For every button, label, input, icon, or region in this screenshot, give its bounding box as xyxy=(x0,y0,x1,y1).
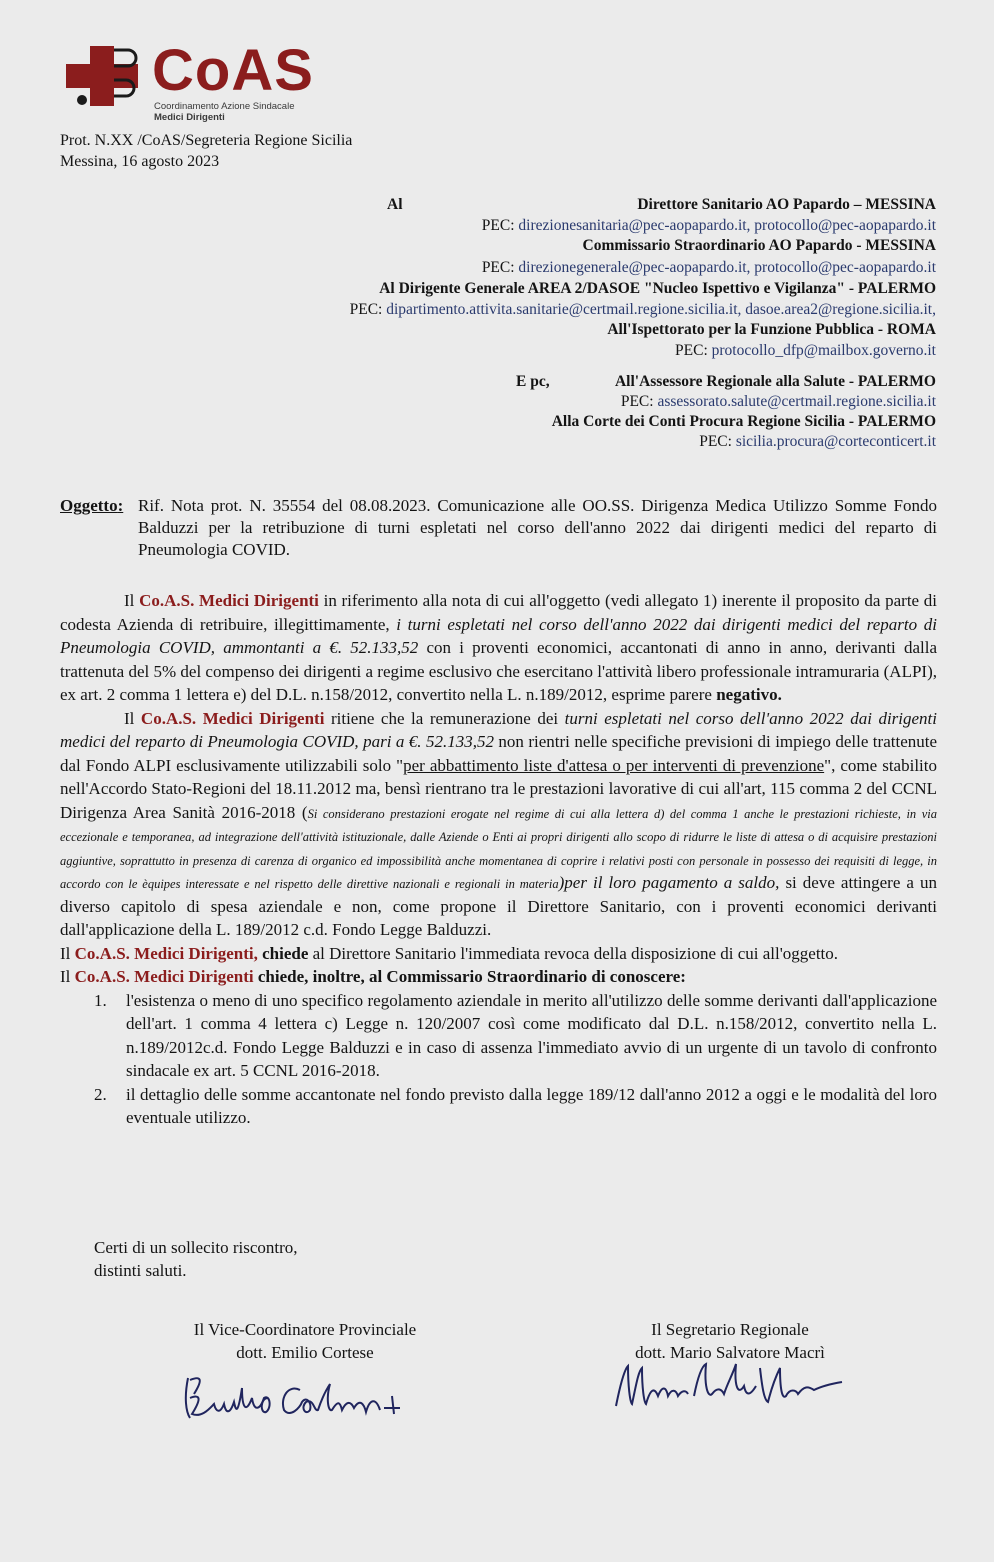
recipient-3: Al Dirigente Generale AREA 2/DASOE "Nucleo Ispettivo e Vigilanza" - PALERMO xyxy=(379,280,936,297)
pec-address[interactable]: assessorato.salute@certmail.regione.sicilia.it xyxy=(657,393,936,410)
recipient-6: Alla Corte dei Conti Procura Regione Sicilia - PALERMO xyxy=(551,413,936,430)
pec-address[interactable]: direzionegenerale@pec-aopapardo.it, protocollo@pec-aopapardo.it xyxy=(518,259,936,276)
recipient-1-pec: PEC: direzionesanitaria@pec-aopapardo.it, protocollo@pec-aopapardo.it xyxy=(481,217,936,234)
recipient-2: Commissario Straordinario AO Papardo - MESSINA xyxy=(582,237,936,254)
signature-block-left xyxy=(140,1318,470,1364)
org-name: Co.A.S. Medici Dirigenti, xyxy=(74,943,258,963)
recipient-4-pec: PEC: protocollo_dfp@mailbox.governo.it xyxy=(675,342,936,359)
coas-logo xyxy=(60,40,360,126)
org-name: Co.A.S. Medici Dirigenti xyxy=(139,591,319,610)
signer-name: dott. Emilio Cortese xyxy=(236,1343,374,1362)
logo-title: CoAS xyxy=(152,38,314,103)
handwritten-signature-right xyxy=(610,1356,860,1416)
letter-body xyxy=(60,589,937,1130)
ccnl-quote: Si considerano prestazioni erogate nel regime di cui alla lettera d) del comma 1 anche le prestazioni richieste, in via eccezionale e temporanea, ad integrazione dell'attività istituzionale, dalle Aziende o Enti ai propri dirigenti allo scopo di ridurre le liste di attesa o di acquisire prestazioni aggiuntive, soprattutto in presenza di carenza di organico ed impossibilità anche momentanea di coprire i relativi posti con personale in possesso dei requisiti di legge, in accordo con le èquipes interessate e nel rispetto delle direttive nazionali e regionali in materia xyxy=(60,806,937,891)
subject-block xyxy=(60,495,937,561)
protocol-number: Prot. N.XX /CoAS/Segreteria Regione Sicilia xyxy=(60,132,353,149)
al-label: Al xyxy=(387,196,403,213)
org-name: Co.A.S. Medici Dirigenti xyxy=(140,708,325,728)
paragraph-2: Il Co.A.S. Medici Dirigenti ritiene che la remunerazione dei turni espletati nel corso dell'anno 2022 dai dirigenti medici del reparto di Pneumologia COVID, pari a €. 52.133,52 non rientri nelle specifiche previsioni di impiego delle trattenute dal Fondo ALPI esclusivamente utilizzabili solo "per abbattimento liste d'attesa o per interventi di prevenzione", come stabilito nell'Accordo Stato-Regioni del 18.11.2012 ma, bensì rientrano tra le prestazioni lavorative di cui all'art, 115 comma 2 del CCNL Dirigenza Area Sanità 2016-2018 (Si considerano prestazioni erogate nel regime di cui alla lettera d) del comma 1 anche le prestazioni richieste, in via eccezionale e temporanea, ad integrazione dell'attività istituzionale, dalle Aziende o Enti ai propri dirigenti allo scopo di ridurre le liste di attesa o di acquisire prestazioni aggiuntive, soprattutto in presenza di carenza di organico ed impossibilità anche momentanea di coprire i relativi posti con personale in possesso dei requisiti di legge, in accordo con le èquipes interessate e nel rispetto delle direttive nazionali e regionali in materia)per il loro pagamento a saldo, si deve attingere a un diverso capitolo di spesa aziendale e non, come propone il Direttore Sanitario, con i proventi economici derivanti dall'applicazione della L. 189/2012 c.d. Fondo Legge Balduzzi. xyxy=(60,708,938,939)
protocol-block xyxy=(60,130,352,172)
logo-subtitle: Coordinamento Azione Sindacale xyxy=(154,101,295,112)
handwritten-signature-left xyxy=(180,1368,440,1428)
recipient-6-pec: PEC: sicilia.procura@corteconticert.it xyxy=(699,433,936,450)
subject-text: Rif. Nota prot. N. 35554 del 08.08.2023. Comunicazione alle OO.SS. Dirigenza Medica Utilizzo Somme Fondo Balduzzi per la retribuzione di turni espletati nel corso dell'anno 2022 dai dirigenti medici del reparto di Pneumologia COVID. xyxy=(138,496,937,559)
recipient-1: Direttore Sanitario AO Papardo – MESSINA xyxy=(637,196,936,213)
logo-subtitle-2: Medici Dirigenti xyxy=(154,112,225,123)
list-item: 2. il dettaglio delle somme accantonate nel fondo previsto dalla legge 189/12 dall'anno 2012 a oggi e le modalità del loro eventuale utilizzo. xyxy=(94,1084,937,1127)
medical-cross-logo-icon xyxy=(60,40,146,112)
paragraph-1: Il Co.A.S. Medici Dirigenti in riferimento alla nota di cui all'oggetto (vedi allegato 1) inerente il proposito da parte di codesta Azienda di retribuire, illegittimamente, i turni espletati nel corso dell'anno 2022 dai dirigenti medici del reparto di Pneumologia COVID, ammontanti a €. 52.133,52 con i proventi economici, accantonati di anno in anno, derivanti dalla trattenuta del 5% del compenso dei dirigenti a regime esclusivo che esercitano l'attività libero professionale intramuraria (ALPI), ex art. 2 comma 1 lettera e) del D.L. n.158/2012, convertito nella L. n.189/2012, esprime parere negativo. xyxy=(60,591,938,704)
recipient-5: All'Assessore Regionale alla Salute - PALERMO xyxy=(614,373,936,390)
signer-name: dott. Mario Salvatore Macrì xyxy=(635,1343,825,1362)
org-name: Co.A.S. Medici Dirigenti xyxy=(74,967,254,986)
request-list xyxy=(60,989,937,1130)
pec-address[interactable]: sicilia.procura@corteconticert.it xyxy=(735,433,936,450)
place-date: Messina, 16 agosto 2023 xyxy=(60,153,220,170)
signer-title: Il Segretario Regionale xyxy=(651,1320,809,1339)
recipient-3-pec: PEC: dipartimento.attivita.sanitarie@certmail.regione.sicilia.it, dasoe.area2@regione.sicilia.it, xyxy=(349,301,936,318)
closing: Certi di un sollecito riscontro, distinti saluti. xyxy=(94,1238,298,1280)
signer-title: Il Vice-Coordinatore Provinciale xyxy=(193,1320,417,1339)
paragraph-4: Il Co.A.S. Medici Dirigenti chiede, inoltre, al Commissario Straordinario di conoscere: xyxy=(60,967,686,986)
pec-address[interactable]: dipartimento.attivita.sanitarie@certmail.regione.sicilia.it, dasoe.area2@regione.sicilia.it, xyxy=(386,301,936,318)
pec-address[interactable]: protocollo_dfp@mailbox.governo.it xyxy=(711,342,936,359)
subject-label: Oggetto: xyxy=(60,496,124,515)
recipient-4: All'Ispettorato per la Funzione Pubblica - ROMA xyxy=(607,321,936,338)
pec-address[interactable]: direzionesanitaria@pec-aopapardo.it, protocollo@pec-aopapardo.it xyxy=(518,217,936,234)
recipient-2-pec: PEC: direzionegenerale@pec-aopapardo.it, protocollo@pec-aopapardo.it xyxy=(481,259,936,276)
epc-label: E pc, xyxy=(516,373,550,390)
list-item: 1. l'esistenza o meno di uno specifico regolamento aziendale in merito all'utilizzo delle somme derivanti dall'applicazione dell'art. 1 comma 4 lettera c) Legge n. 120/2007 così come modificato dal D.L. n.158/2012, convertito nella L. n.189/2012c.d. Fondo Legge Balduzzi e in caso di assenza l'immediato avvio di un urgente di un tavolo di confronto sindacale ex art. 5 CCNL 2016-2018. xyxy=(94,990,937,1080)
paragraph-3: Il Co.A.S. Medici Dirigenti, chiede al Direttore Sanitario l'immediata revoca della disposizione di cui all'oggetto. xyxy=(60,943,839,963)
recipient-5-pec: PEC: assessorato.salute@certmail.regione.sicilia.it xyxy=(620,393,936,410)
